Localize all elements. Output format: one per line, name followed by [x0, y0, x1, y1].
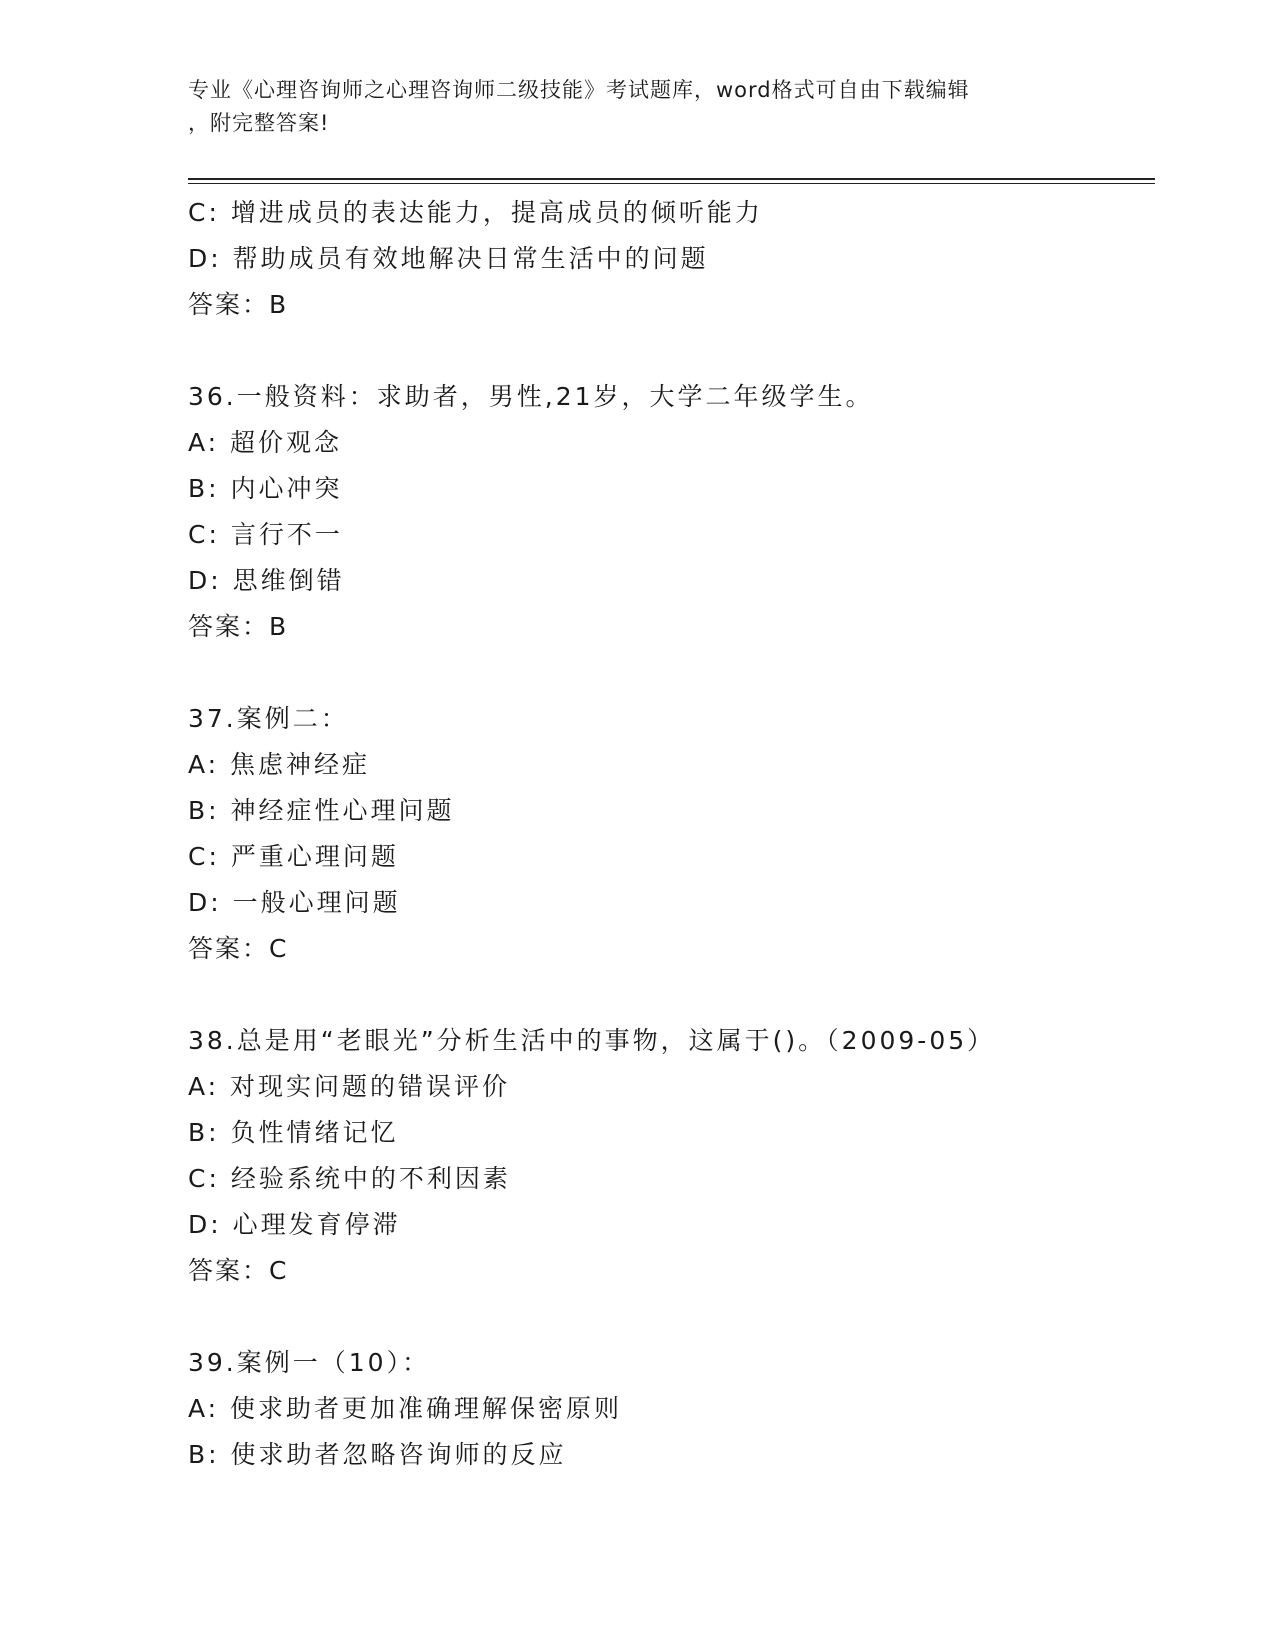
header-divider-thick — [188, 178, 1155, 180]
question-36 — [188, 374, 1148, 650]
option-c: C: 增进成员的表达能力，提高成员的倾听能力 — [188, 198, 763, 227]
question-stem: 36.一般资料：求助者，男性,21岁，大学二年级学生。 — [188, 382, 874, 411]
option-d: D: 心理发育停滞 — [188, 1210, 401, 1239]
question-fragment-35 — [188, 190, 1148, 328]
question-stem: 37.案例二： — [188, 704, 349, 733]
option-a: A: 焦虑神经症 — [188, 750, 371, 779]
option-b: B: 使求助者忽略咨询师的反应 — [188, 1440, 567, 1469]
question-stem: 38.总是用“老眼光”分析生活中的事物，这属于()。（2009-05） — [188, 1026, 996, 1055]
option-b: B: 内心冲突 — [188, 474, 343, 503]
option-c: C: 经验系统中的不利因素 — [188, 1164, 511, 1193]
option-c: C: 严重心理问题 — [188, 842, 399, 871]
question-39 — [188, 1340, 1148, 1478]
header-line-2: ，附完整答案! — [188, 111, 330, 135]
answer-line: 答案：C — [188, 1256, 289, 1285]
document-header — [188, 74, 1088, 140]
option-a: A: 对现实问题的错误评价 — [188, 1072, 511, 1101]
question-stem: 39.案例一（10）： — [188, 1348, 431, 1377]
option-a: A: 超价观念 — [188, 428, 343, 457]
header-divider-thin — [188, 183, 1155, 184]
header-line-1: 专业《心理咨询师之心理咨询师二级技能》考试题库，word格式可自由下载编辑 — [188, 78, 970, 102]
question-37 — [188, 696, 1148, 972]
question-38 — [188, 1018, 1148, 1294]
answer-line: 答案：B — [188, 612, 289, 641]
option-d: D: 一般心理问题 — [188, 888, 401, 917]
option-a: A: 使求助者更加准确理解保密原则 — [188, 1394, 623, 1423]
option-d: D: 帮助成员有效地解决日常生活中的问题 — [188, 244, 709, 273]
answer-line: 答案：B — [188, 290, 289, 319]
option-b: B: 负性情绪记忆 — [188, 1118, 399, 1147]
option-c: C: 言行不一 — [188, 520, 343, 549]
answer-line: 答案：C — [188, 934, 289, 963]
option-b: B: 神经症性心理问题 — [188, 796, 455, 825]
option-d: D: 思维倒错 — [188, 566, 345, 595]
question-list — [188, 190, 1148, 1478]
